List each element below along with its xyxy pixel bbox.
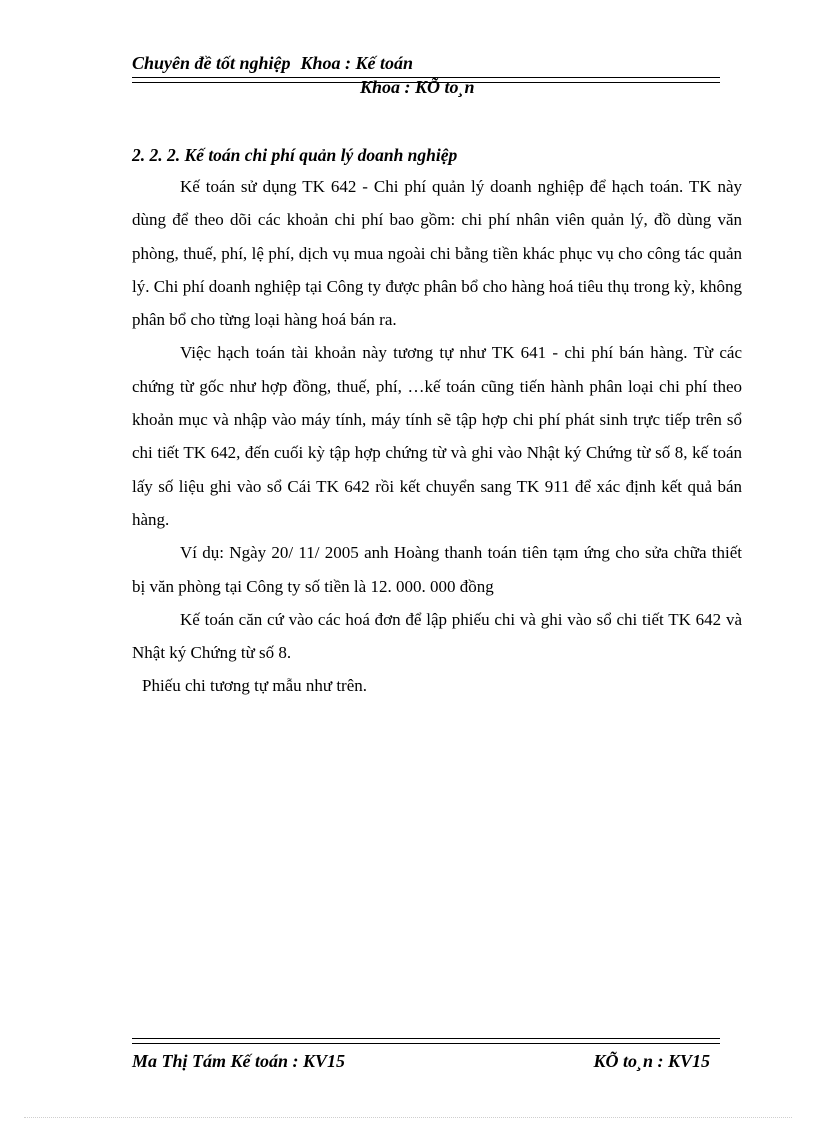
- paragraph-4: Kế toán căn cứ vào các hoá đơn để lập phiếu chi và ghi vào sổ chi tiết TK 642 và Nhật ký Chứng từ số 8.: [132, 609, 742, 663]
- document-body: [132, 140, 742, 703]
- footer-department: KÕ to¸n : KV15: [593, 1051, 710, 1071]
- header-subtitle: Khoa : KÕ to¸n: [360, 77, 475, 97]
- closing-line: Phiếu chi tương tự mẫu như trên.: [142, 676, 368, 696]
- bottom-dotted-border: [24, 1117, 792, 1118]
- page-header: [132, 52, 720, 97]
- section-heading: 2. 2. 2. Kế toán chi phí quản lý doanh nghiệp: [132, 145, 458, 165]
- paragraph-2: Việc hạch toán tài khoản này tương tự như TK 641 - chi phí bán hàng. Từ các chứng từ gốc như hợp đồng, thuế, phí, …kế toán cũng tiến hành phân loại chi phí theo khoản mục và nhập vào máy tính, máy tính sẽ tập hợp chi phí phát sinh trực tiếp trên sổ chi tiết TK 642, đến cuối kỳ tập hợp chứng từ và ghi vào Nhật ký Chứng từ số 8, kế toán lấy số liệu ghi vào sổ Cái TK 642 rồi kết chuyển sang TK 911 để xác định kết quả bán hàng.: [132, 343, 742, 529]
- footer-author: Ma Thị Tám Kế toán : KV15: [132, 1051, 346, 1071]
- paragraph-3: Ví dụ: Ngày 20/ 11/ 2005 anh Hoàng thanh toán tiên tạm ứng cho sửa chữa thiết bị văn phòng tại Công ty số tiền là 12. 000. 000 đồng: [132, 543, 742, 596]
- header-title-part1: Chuyên đề tốt nghiệp: [132, 53, 291, 73]
- paragraph-1: Kế toán sử dụng TK 642 - Chi phí quản lý doanh nghiệp để hạch toán. TK này dùng để theo dõi các khoản chi phí bao gồm: chi phí nhân viên quản lý, đồ dùng văn phòng, thuế, phí, lệ phí, dịch vụ mua ngoài chi bằng tiền khác phục vụ cho công tác quản lý. Chi phí doanh nghiệp tại Công ty được phân bổ cho hàng hoá tiêu thụ trong kỳ, không phân bổ cho từng loại hàng hoá bán ra.: [132, 177, 742, 330]
- header-title-part2: Khoa : Kế toán: [300, 53, 414, 73]
- header-title: [132, 52, 720, 74]
- footer-double-rule: [132, 1038, 720, 1044]
